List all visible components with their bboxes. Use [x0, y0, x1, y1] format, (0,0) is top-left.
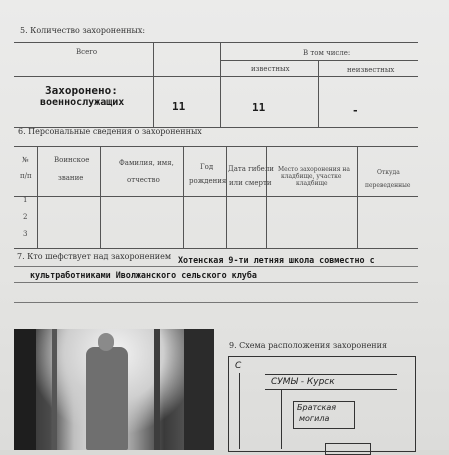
- photo-tree-trunk-1: [52, 329, 57, 450]
- photo-tree-left: [14, 329, 36, 450]
- table6-vline-4: [226, 146, 227, 248]
- mass-grave-label-1: Братская: [297, 403, 337, 412]
- statue-head: [98, 333, 114, 351]
- header-place-3: кладбище: [296, 180, 328, 187]
- section7-underline-2: [14, 282, 418, 283]
- section9-title: 9. Схема расположения захоронения: [229, 341, 388, 350]
- table5-mid-line: [14, 76, 418, 77]
- header-death-1: Дата гибели: [228, 165, 274, 173]
- row-label-buried: Захоронено:: [45, 84, 118, 97]
- header-rank-1: Воинское: [54, 156, 90, 164]
- header-place-2: кладбище, участке: [281, 173, 342, 180]
- col-known-header: известных: [251, 65, 290, 73]
- header-num-2: п/п: [20, 172, 32, 180]
- row-number-1: 1: [23, 196, 28, 204]
- total-value: 11: [172, 100, 186, 113]
- patron-line-1: Хотенская 9-ти летняя школа совместно с: [178, 255, 375, 265]
- table6-vline-1: [37, 146, 38, 248]
- row-number-2: 2: [23, 213, 28, 221]
- road-line-bottom: [265, 389, 397, 390]
- photo-tree-right: [184, 329, 214, 450]
- table5-vline-2: [220, 42, 221, 127]
- header-name-1: Фамилия, имя,: [119, 159, 174, 167]
- table6-bottom-line: [14, 248, 418, 249]
- statue-figure: [86, 347, 128, 450]
- header-year-1: Год: [200, 163, 214, 171]
- header-from-1: Откуда: [377, 169, 400, 176]
- section6-title: 6. Персональные сведения о захороненных: [18, 127, 202, 136]
- north-arrow-line: [239, 373, 240, 449]
- table5-vline-3: [318, 60, 319, 127]
- section7-label: 7. Кто шефствует над захоронением: [17, 252, 172, 261]
- header-place-1: Место захоронения на: [278, 166, 351, 173]
- col-unknown-header: неизвестных: [347, 66, 395, 74]
- section7-underline-3: [14, 302, 418, 303]
- header-from-2: переведенные: [365, 182, 411, 189]
- patron-line-2: культработниками Иволжанского сельского клуба: [30, 270, 257, 280]
- header-num-1: №: [22, 156, 29, 164]
- col-total-header: Всего: [76, 48, 98, 56]
- photo-tree-trunk-2: [154, 329, 160, 450]
- row-label-soldiers: военнослужащих: [40, 97, 125, 108]
- table6-vline-2: [100, 146, 101, 248]
- side-road-line: [281, 389, 282, 449]
- memorial-photo: [14, 329, 214, 450]
- header-death-2: или смерти: [229, 179, 272, 187]
- section5-title: 5. Количество захороненных:: [20, 26, 146, 35]
- scheme-frame: [228, 356, 416, 452]
- header-year-2: рождения: [189, 177, 227, 185]
- building-box: [325, 443, 371, 455]
- table6-vline-5: [266, 146, 267, 248]
- mass-grave-label-2: могила: [299, 414, 330, 423]
- header-rank-2: звание: [58, 174, 84, 182]
- north-marker: С: [235, 361, 242, 371]
- table5-vline-1: [153, 42, 154, 127]
- road-line-top: [265, 374, 397, 375]
- table5-sub-line: [220, 60, 418, 61]
- known-value: 11: [252, 101, 266, 114]
- road-label: СУМЫ - Курск: [271, 377, 335, 387]
- table5-top-line: [14, 42, 418, 43]
- section7-underline-1: [14, 266, 418, 267]
- header-name-2: отчество: [127, 176, 160, 184]
- row-number-3: 3: [23, 230, 28, 238]
- table6-vline-3: [183, 146, 184, 248]
- unknown-value: -: [352, 104, 359, 117]
- col-including-header: В том числе:: [303, 49, 351, 57]
- table6-vline-6: [357, 146, 358, 248]
